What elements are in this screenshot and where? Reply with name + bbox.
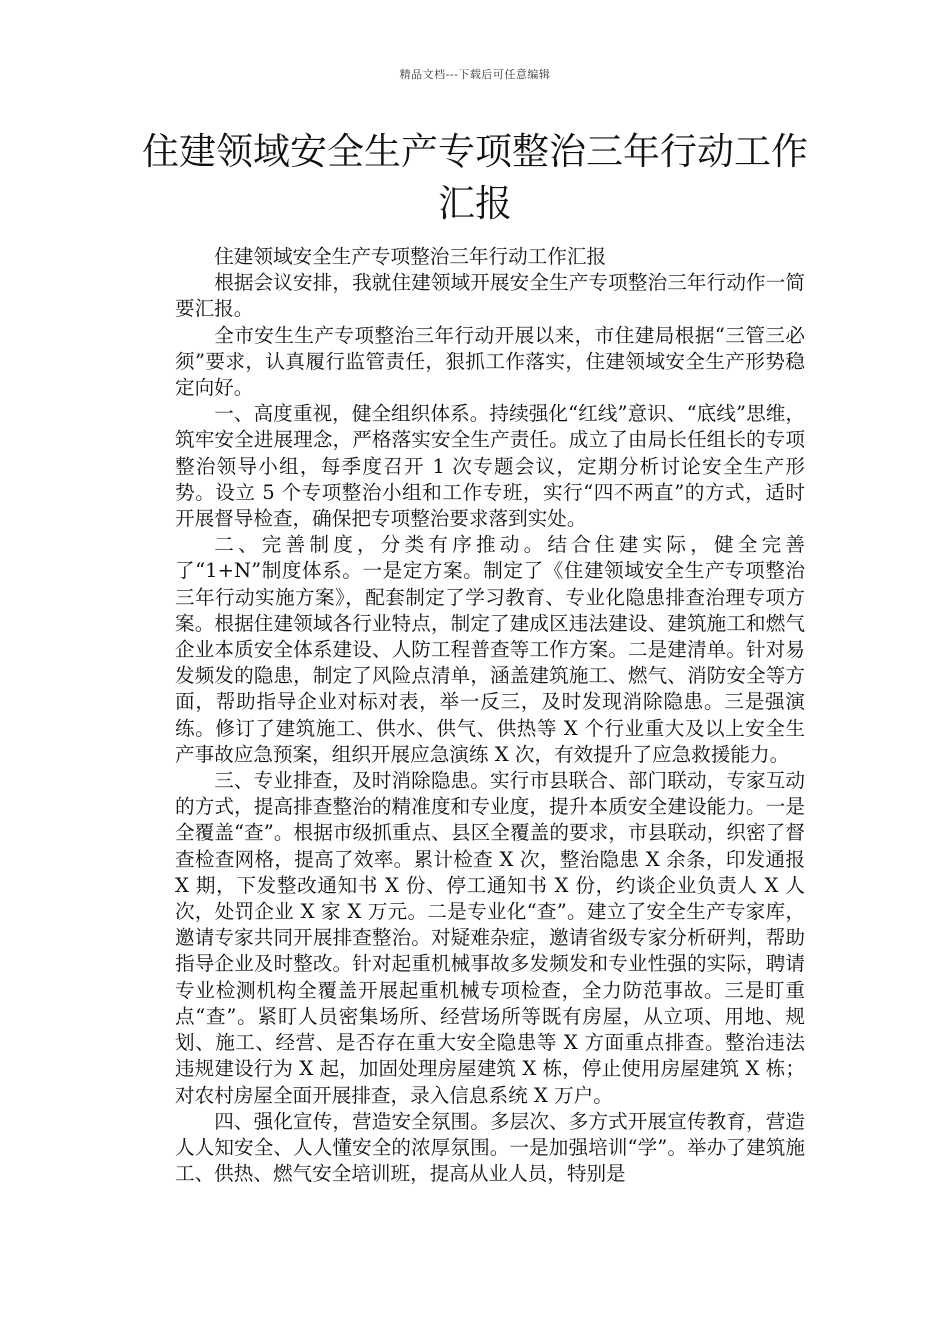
paragraph-section-4: 四、强化宣传，营造安全氛围。多层次、多方式开展宣传教育，营造人人知安全、人人懂安全的浓厚氛围。一是加强培训“学”。举办了建筑施工、供热、燃气安全培训班，提高从业人员，特别是 [175, 1109, 805, 1186]
paragraph-subtitle: 住建领域安全生产专项整治三年行动工作汇报 [214, 245, 607, 268]
paragraph-section-3: 三、专业排查，及时消除隐患。实行市县联合、部门联动，专家互动的方式，提高排查整治的精准度和专业度，提升本质安全建设能力。一是全覆盖“查”。根据市级抓重点、县区全覆盖的要求，市县联动，织密了督查检查网格，提高了效率。累计检查 X 次，整治隐患 X 余条，印发通报 X 期，下发整改通知书 X 份、停工通知书 X 份，约谈企业负责人 X 人次，处罚企业 X 家 X 万元。二是专业化“查”。建立了安全生产专家库，邀请专家共同开展排查整治。对疑难杂症，邀请省级专家分析研判，帮助指导企业及时整改。针对起重机械事故多发频发和专业性强的实际，聘请专业检测机构全覆盖开展起重机械专项检查，全力防范事故。三是盯重点“查”。紧盯人员密集场所、经营场所等既有房屋，从立项、用地、规划、施工、经营、是否存在重大安全隐患等 X 方面重点排查。整治违法违规建设行为 X 起，加固处理房屋建筑 X 栋，停止使用房屋建筑 X 栋；对农村房屋全面开展排查，录入信息系统 X 万户。 [175, 769, 805, 1107]
header-note: 精品文档---下载后可任意编辑 [399, 68, 551, 81]
document-body [175, 244, 805, 1187]
paragraph-intro: 根据会议安排，我就住建领域开展安全生产专项整治三年行动作一简要汇报。 [175, 271, 805, 321]
paragraph-section-2: 二、完善制度，分类有序推动。结合住建实际，健全完善了“1+N”制度体系。一是定方案。制定了《住建领域安全生产专项整治三年行动实施方案》，配套制定了学习教育、专业化隐患排查治理专项方案。根据住建领域各行业特点，制定了建成区违法建设、建筑施工和燃气企业本质安全体系建设、人防工程普查等工作方案。二是建清单。针对易发频发的隐患，制定了风险点清单，涵盖建筑施工、燃气、消防安全等方面，帮助指导企业对标对表，举一反三，及时发现消除隐患。三是强演练。修订了建筑施工、供水、供气、供热等 X 个行业重大及以上安全生产事故应急预案，组织开展应急演练 X 次，有效提升了应急救援能力。 [175, 533, 805, 766]
paragraph-overview: 全市安生生产专项整治三年行动开展以来，市住建局根据“三管三必须”要求，认真履行监管责任，狠抓工作落实，住建领域安全生产形势稳定向好。 [175, 323, 805, 400]
document-title: 住建领域安全生产专项整治三年行动工作汇报 [142, 130, 808, 225]
paragraph-section-1: 一、高度重视，健全组织体系。持续强化“红线”意识、“底线”思维，筑牢安全进展理念，严格落实安全生产责任。成立了由局长任组长的专项整治领导小组，每季度召开 1 次专题会议，定期分析讨论安全生产形势。设立 5 个专项整治小组和工作专班，实行“四不两直”的方式，适时开展督导检查，确保把专项整治要求落到实处。 [175, 402, 805, 531]
